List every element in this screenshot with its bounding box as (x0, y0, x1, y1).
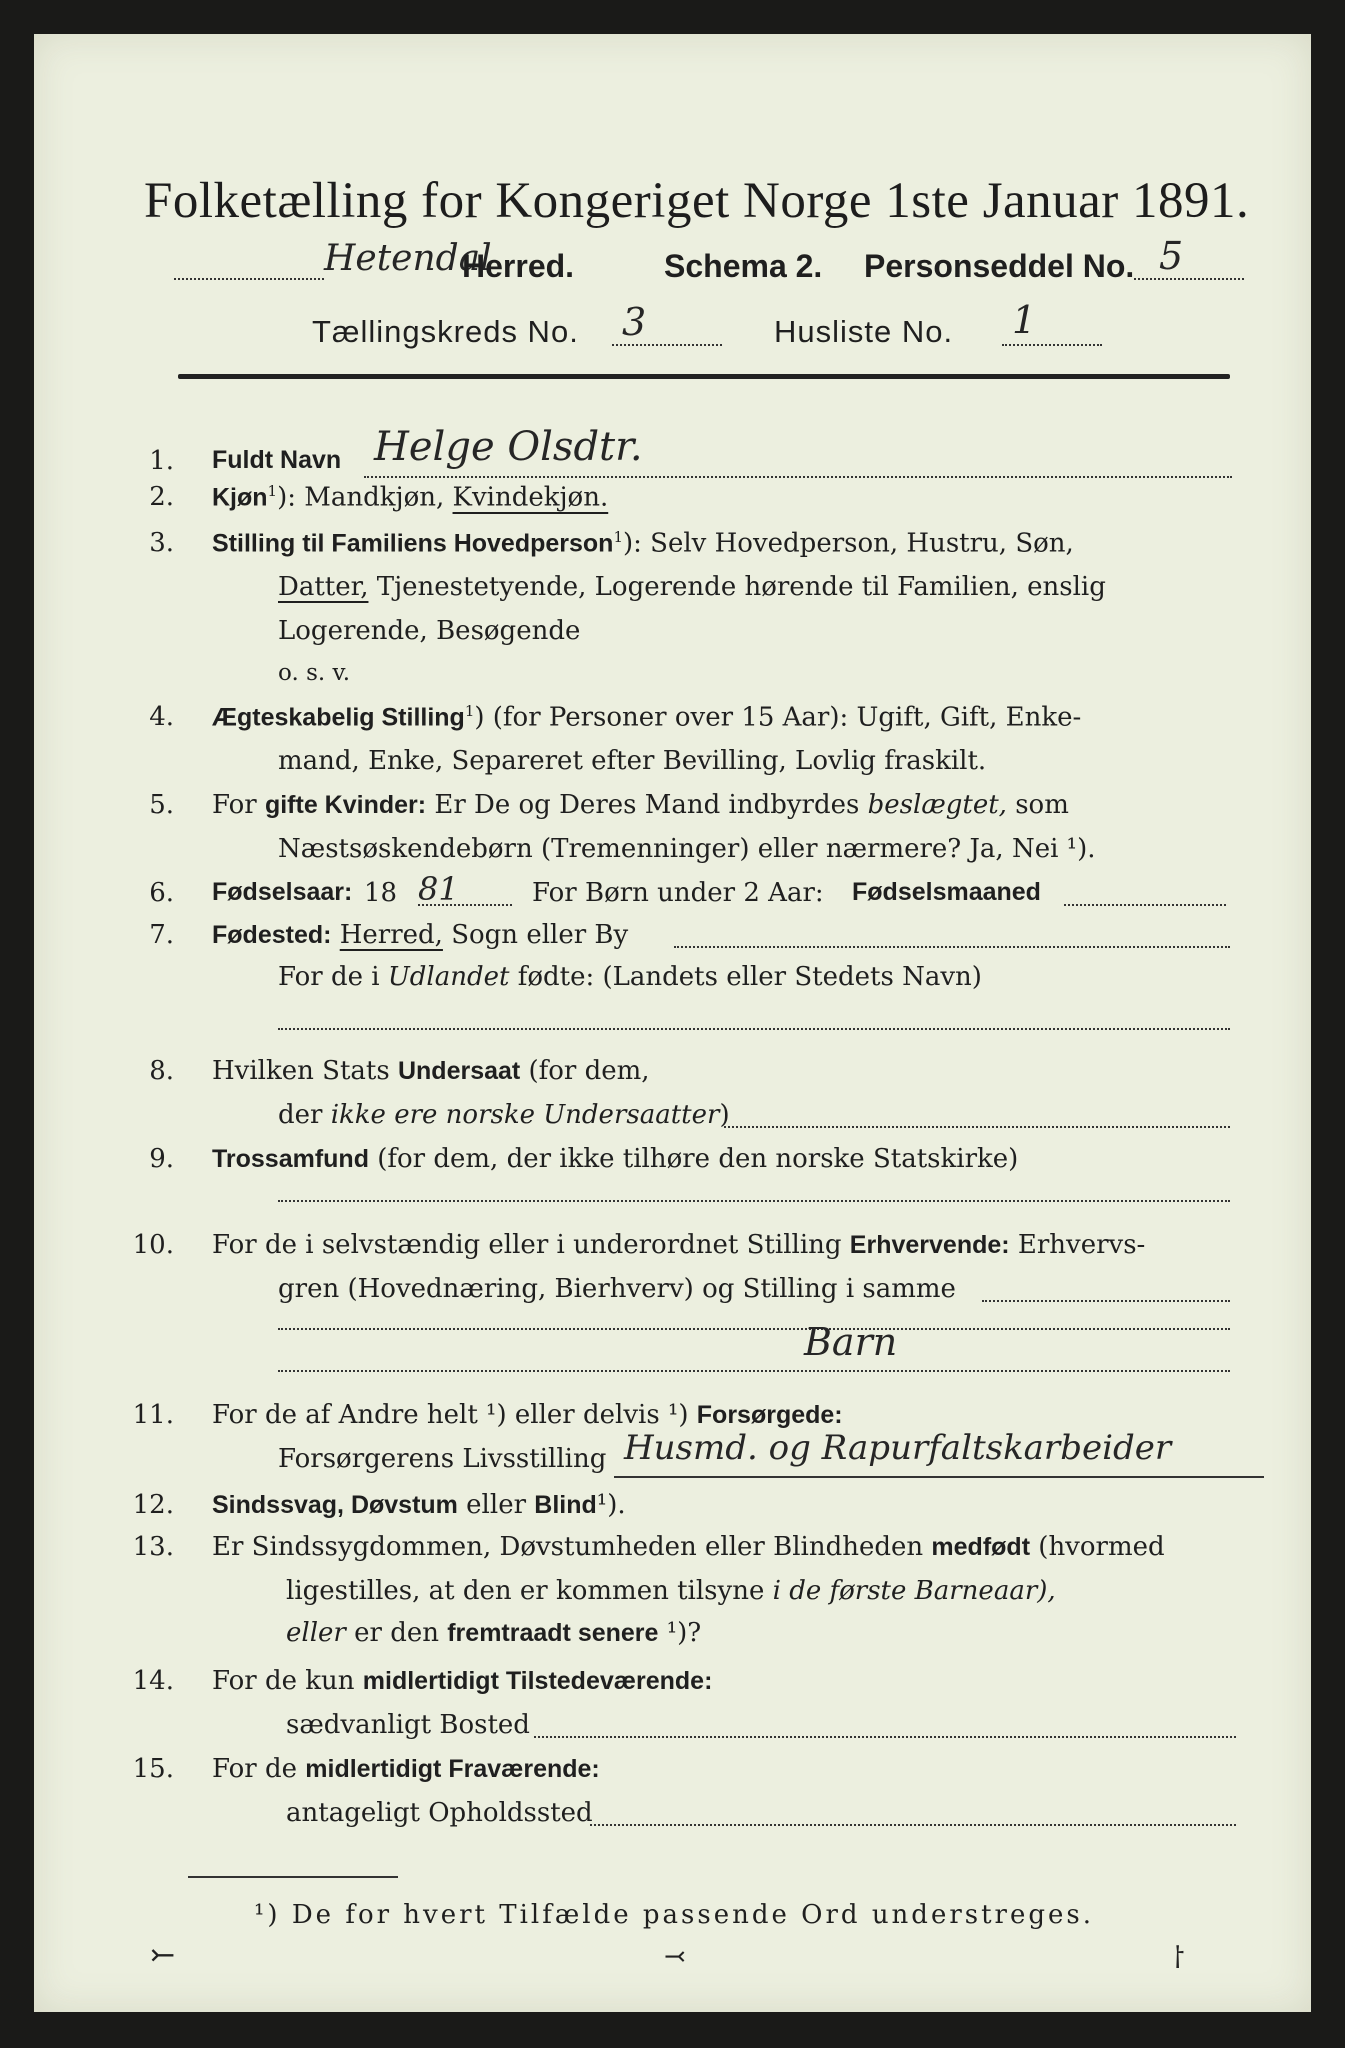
field-text: som (1006, 790, 1069, 820)
arrow-mark-icon: ⤙ (664, 1942, 686, 1972)
field-text: gren (Hovednæring, Bierhverv) og Stilling i samme (278, 1274, 956, 1304)
field-label: Fuldt Navn (212, 446, 342, 474)
dotted-line (534, 1736, 1236, 1738)
occupation-value: Barn (804, 1320, 898, 1364)
field-label: Blind (534, 1491, 597, 1519)
field-text: Tjenestetyende, Logerende hørende til Familien, enslig (368, 572, 1106, 602)
field-text: Er Sindssygdommen, Døvstumheden eller Blindheden (212, 1532, 932, 1562)
field-text: eller (457, 1490, 535, 1520)
dotted-line (612, 344, 722, 346)
field-label: Fødested: (212, 921, 332, 949)
dotted-line (590, 1824, 1236, 1826)
field-number: 15. (132, 1754, 174, 1784)
corner-mark-icon: ⤚ (150, 1938, 176, 1973)
field-text: ¹)? (658, 1618, 702, 1648)
field-text: Erhvervs- (1009, 1230, 1146, 1260)
field-text: ¹). (596, 1490, 626, 1520)
header-line-kreds (312, 298, 1112, 354)
tick-mark-icon: ⸷ (1172, 1941, 1186, 1976)
dotted-line (1134, 278, 1244, 280)
field-number: 14. (132, 1666, 174, 1696)
selected-option: Datter, (278, 572, 369, 602)
field-label: Forsørgede: (696, 1401, 843, 1429)
field-label: Erhvervende: (849, 1231, 1010, 1259)
field-number: 2. (149, 482, 174, 512)
taellingskreds-label: Tællingskreds No. (312, 314, 579, 349)
field-label: Ægteskabelig Stilling (212, 703, 465, 732)
field-number: 10. (132, 1230, 174, 1260)
field-text: antageligt Opholdssted (286, 1798, 593, 1828)
personseddel-value: 5 (1159, 234, 1184, 278)
full-name-value: Helge Olsdtr. (374, 424, 643, 470)
field-text: ) (for Personer over 15 Aar): Ugift, Gift, Enke- (474, 702, 1082, 733)
field-text: For de i (278, 962, 388, 992)
dotted-line (278, 1028, 1230, 1030)
dotted-line (278, 1370, 1230, 1372)
field-label: midlertidigt Tilstedeværende: (362, 1667, 713, 1695)
handwritten-underline (614, 1476, 1264, 1478)
herred-label: Herred. (462, 248, 575, 284)
dotted-line (174, 278, 324, 280)
field-number: 12. (132, 1490, 174, 1520)
dotted-line (982, 1300, 1230, 1302)
field-number: 6. (149, 878, 174, 908)
field-label: midlertidigt Fraværende: (305, 1755, 600, 1783)
field-number: 13. (132, 1532, 174, 1562)
field-label: Sindssvag, Døvstum (212, 1491, 458, 1519)
dotted-line (1002, 344, 1102, 346)
schema-label: Schema 2. (664, 248, 823, 284)
field-text: sædvanligt Bosted (286, 1710, 530, 1740)
field-number: 1. (149, 446, 174, 476)
husliste-label: Husliste No. (774, 314, 954, 349)
footnote-ref: 1 (464, 702, 475, 720)
field-text: eller (286, 1618, 346, 1648)
field-number: 8. (149, 1056, 174, 1086)
field-text: der (278, 1100, 331, 1130)
field-text: er den (345, 1618, 448, 1648)
field-text: Logerende, Besøgende (278, 616, 581, 646)
dotted-line (674, 946, 1230, 948)
footnote-ref: 1 (267, 482, 278, 500)
selected-option: Kvindekjøn. (452, 482, 609, 513)
field-text: ): Mandkjøn, (277, 482, 453, 513)
field-number: 3. (149, 528, 174, 558)
field-text: (hvormed (1030, 1532, 1165, 1562)
header-line-herred (174, 234, 1244, 294)
field-label: fremtraadt senere (447, 1619, 659, 1647)
field-text: fødte: (Landets eller Stedets Navn) (509, 962, 982, 992)
field-text: i de første Barneaar), (772, 1576, 1056, 1606)
field-label: Fødselsaar: (212, 878, 353, 906)
herred-value: Hetendal (324, 238, 492, 279)
field-text: For de kun (212, 1666, 363, 1696)
field-number: 11. (132, 1400, 174, 1430)
field-text: Udlandet (387, 962, 510, 992)
field-text: For Børn under 2 Aar: (532, 878, 824, 908)
field-label: Stilling til Familiens Hovedperson (212, 529, 614, 558)
field-text: Hvilken Stats (212, 1056, 398, 1086)
personseddel-label: Personseddel No. (864, 248, 1135, 284)
field-text: For (212, 790, 265, 820)
dotted-line (364, 476, 1232, 478)
field-text: (for dem, (520, 1056, 650, 1086)
husliste-value: 1 (1012, 298, 1038, 342)
taellingskreds-value: 3 (622, 300, 648, 344)
dotted-line (724, 1126, 1230, 1128)
field-text: Forsørgerens Livsstilling (278, 1444, 607, 1474)
field-text: ) (719, 1100, 730, 1130)
field-text: mand, Enke, Separeret efter Bevilling, Lovlig fraskilt. (278, 746, 987, 776)
footnote: ¹) De for hvert Tilfælde passende Ord understreges. (254, 1900, 1095, 1930)
selected-option: Herred, (339, 920, 443, 950)
field-label: Kjøn (212, 483, 268, 512)
field-text: Er De og Deres Mand indbyrdes (426, 790, 868, 820)
field-text: Næstsøskendebørn (Tremenninger) eller nærmere? Ja, Nei ¹). (278, 834, 1096, 864)
field-text: For de (212, 1754, 306, 1784)
field-text: ): Selv Hovedperson, Hustru, Søn, (623, 528, 1074, 559)
field-label: Undersaat (397, 1057, 521, 1085)
field-text: ikke ere norske Undersaatter (330, 1100, 720, 1130)
footnote-rule (188, 1876, 398, 1878)
field-number: 9. (149, 1144, 174, 1174)
field-label: Fødselsmaaned (852, 878, 1041, 906)
field-text: For de af Andre helt ¹) eller delvis ¹) (212, 1400, 697, 1430)
field-text: For de i selvstændig eller i underordnet Stilling (212, 1230, 850, 1260)
dotted-line (1064, 904, 1226, 906)
field-label: gifte Kvinder: (264, 791, 427, 819)
field-text: 18 (364, 878, 398, 908)
field-text: (for dem, der ikke tilhøre den norske Statskirke) (368, 1144, 1019, 1174)
header-rule (178, 374, 1230, 379)
form-title: Folketælling for Kongeriget Norge 1ste Januar 1891. (144, 173, 1250, 229)
field-label: Trossamfund (212, 1145, 369, 1173)
field-text: o. s. v. (278, 660, 351, 686)
census-form (34, 34, 1311, 2012)
footnote-ref: 1 (613, 528, 623, 546)
field-text: ligestilles, at den er kommen tilsyne (286, 1576, 773, 1606)
dotted-line (418, 904, 512, 906)
dotted-line (278, 1328, 1230, 1330)
dotted-line (278, 1200, 1230, 1202)
field-number: 7. (149, 920, 174, 950)
provider-occupation-value: Husmd. og Rapurfaltskarbeider (624, 1428, 1172, 1468)
birth-year-value: 81 (418, 870, 459, 908)
field-label: medfødt (931, 1533, 1031, 1561)
field-text: beslægtet, (867, 790, 1007, 820)
field-number: 5. (149, 790, 174, 820)
field-number: 4. (149, 702, 174, 732)
field-text: Sogn eller By (442, 920, 629, 950)
